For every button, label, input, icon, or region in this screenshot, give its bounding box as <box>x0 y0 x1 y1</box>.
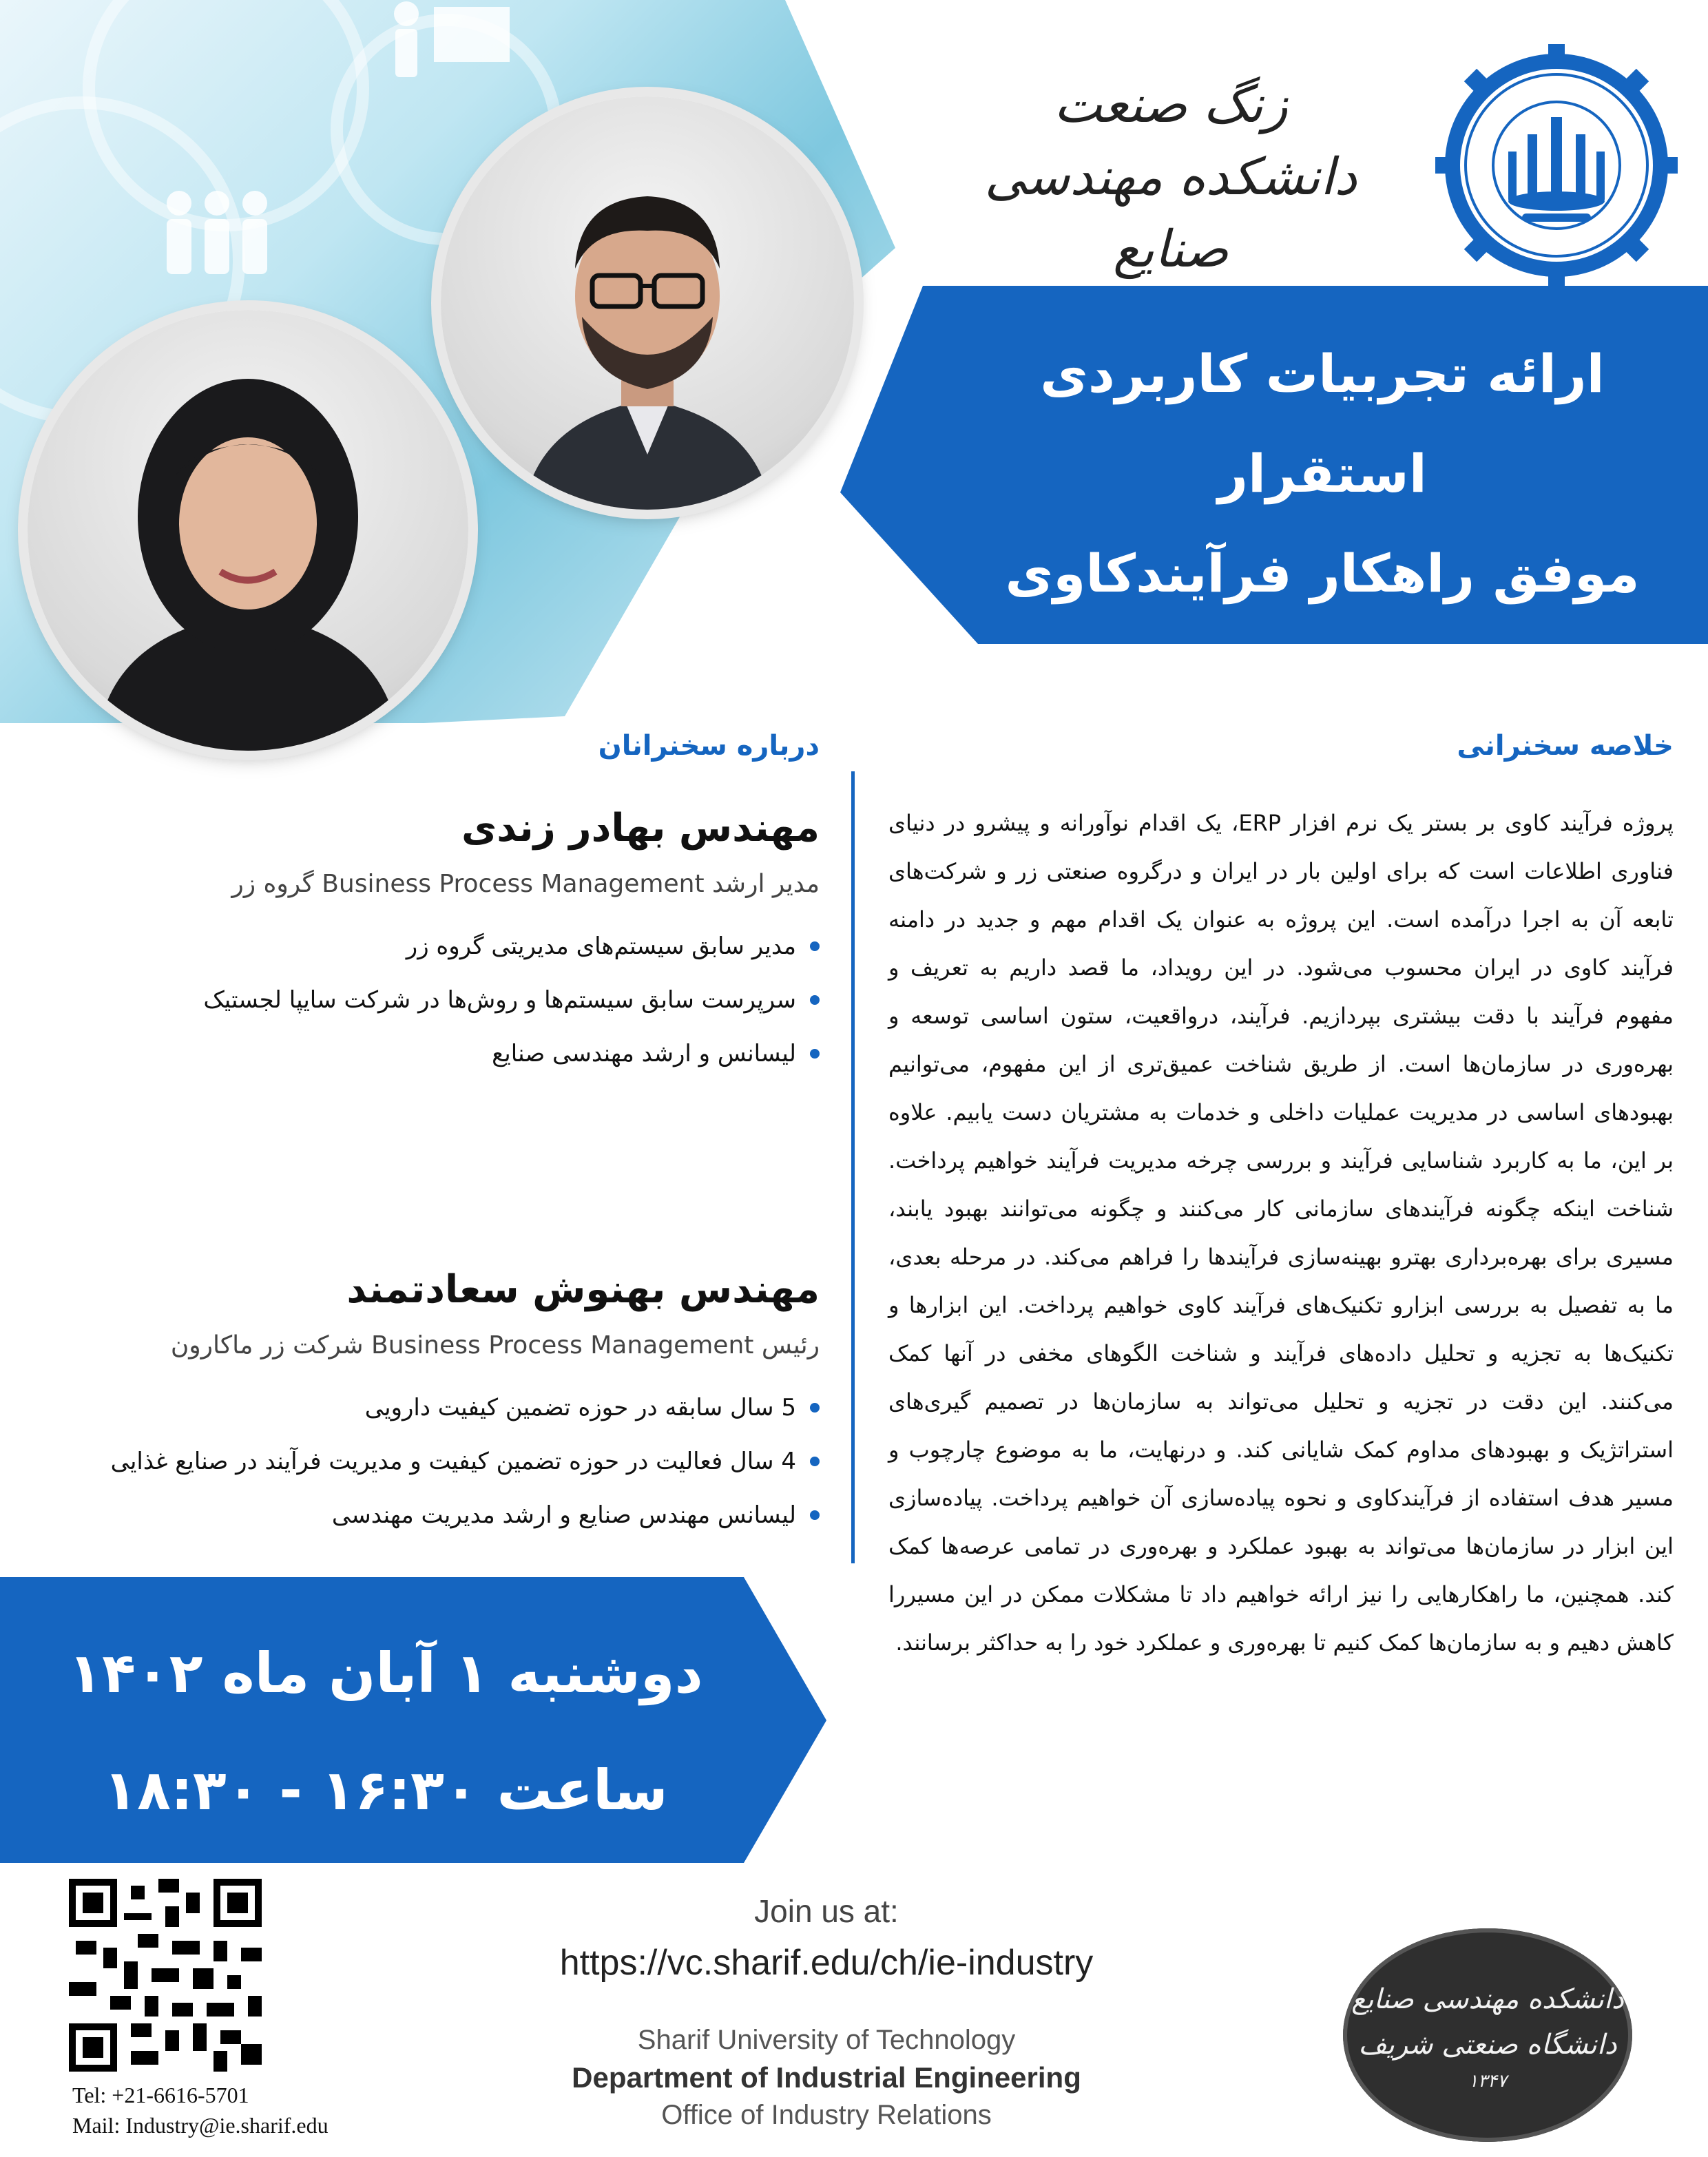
university-name: Sharif University of Technology <box>637 2025 1016 2055</box>
list-item: سرپرست سابق سیستم‌ها و روش‌ها در شرکت سایپا لجستیک <box>41 986 820 1014</box>
contact-mail[interactable]: Mail: Industry@ie.sharif.edu <box>72 2113 329 2138</box>
event-time: ساعت ۱۶:۳۰ - ۱۸:۳۰ <box>103 1758 668 1822</box>
speaker-name: مهندس بهادر زندی <box>461 806 820 851</box>
speakers-heading: درباره سخنرانان <box>598 730 820 762</box>
seal-text: دانشکده مهندسی صنایع دانشگاه صنعتی شریف ۱۳۴۷ <box>1351 1983 1624 2092</box>
bullet-icon <box>810 995 820 1005</box>
speaker-role: مدیر ارشد Business Process Management گروه زر <box>231 870 820 898</box>
sharif-university-logo-icon <box>1433 41 1680 289</box>
speaker-card-1 <box>41 806 820 1094</box>
speaker-name: مهندس بهنوش سعادتمند <box>346 1267 820 1312</box>
avatar <box>441 96 854 510</box>
abstract-text: پروژه فرآیند کاوی بر بستر یک نرم افزار ERP، یک اقدام نوآورانه و پیشرو در دنیای فناوری اطلاعات است که برای اولین بار در ایران و درگروه صنعتی زر و شرکت‌های تابعه آن به اجرا درآمده است. این پروژه به عنوان یک اقدام مهم و جدید در دامنه فرآیند کاوی در ایران محسوب می‌شود. در این رویداد، ما قصد داریم به تعریف و مفهوم فرآیند با دقت بیشتری بپردازیم. فرآیند، درواقعیت، ستون اساسی توسعه و بهره‌وری در سازمان‌ها است. از طریق شناخت عمیق‌تری از این مفهوم، می‌توانیم بهبودهای اساسی در مدیریت عملیات داخلی و خدمات به مشتریان دست یابیم. علاوه بر این، ما به کاربرد شناسایی فرآیند و بررسی چرخه مدیریت فرآیند خواهیم پرداخت. شناخت اینکه چگونه فرآیندهای سازمانی کار می‌کنند و چگونه می‌توانند بهبود یابند، مسیری برای بهره‌برداری بهترو بهینه‌سازی فرآیندها را فراهم می‌کند. در مرحله بعدی، ما به تفصیل به بررسی ابزارو تکنیک‌های فرآیند کاوی خواهیم پرداخت. این ابزارها و تکنیک‌ها به تجزیه و تحلیل داده‌های فرآیند و شناخت الگوهای مخفی در آنها کمک می‌کنند. این دقت در تجزیه و تحلیل می‌تواند به سازمان‌ها در تصمیم گیری‌های استراتژیک و بهبودهای مداوم کمک شایانی کند. و درنهایت، ما به موضوع چارچوب و مسیر هدف استفاده از فرآیندکاوی و نحوه پیاده‌سازی آن خواهیم پرداخت. پیاده‌سازی این ابزار در سازمان‌ها می‌تواند به بهبود عملکرد و بهره‌وری در تمامی عرصه‌ها کمک کند. همچنین، ما راهکارهایی را نیز ارائه خواهیم داد تا مشکلات ممکن در این مسیررا کاهش دهیم و به سازمان‌ها کمک کنیم تا بهره‌وری و عملکرد خود را به حداکثر برسانند. <box>888 810 1674 1656</box>
bullet-icon <box>810 1403 820 1413</box>
footer-center <box>482 1893 1171 2131</box>
department-seal <box>1343 1928 1632 2142</box>
column-divider <box>851 771 855 1563</box>
list-item: 4 سال فعالیت در حوزه تضمین کیفیت و مدیریت فرآیند در صنایع غذایی <box>41 1448 820 1475</box>
bullet-icon <box>810 941 820 951</box>
bullet-icon <box>810 1510 820 1520</box>
contact-info <box>72 2080 329 2140</box>
office-name: Office of Industry Relations <box>661 2100 992 2130</box>
calligraphy-line-2: دانشکده مهندسی صنایع <box>984 147 1357 279</box>
event-title-line-2: موفق راهکار فرآیندکاوی <box>1005 543 1640 604</box>
speaker-photo-behnoosh-saadatmand <box>28 310 468 751</box>
list-item: مدیر سابق سیستم‌های مدیریتی گروه زر <box>41 932 820 960</box>
bullet-icon <box>810 1457 820 1466</box>
list-item: لیسانس و ارشد مهندسی صنایع <box>41 1040 820 1067</box>
avatar <box>28 310 468 751</box>
event-date: دوشنبه ۱ آبان ماه ۱۴۰۲ <box>68 1641 703 1705</box>
bullet-icon <box>810 1049 820 1059</box>
presentation-icon <box>386 0 523 83</box>
team-icon <box>158 186 275 282</box>
speaker-photo-bahador-zandi <box>441 96 854 510</box>
list-item: 5 سال سابقه در حوزه تضمین کیفیت دارویی <box>41 1394 820 1421</box>
abstract-heading: خلاصه سخنرانی <box>1457 730 1674 762</box>
meeting-link[interactable]: https://vc.sharif.edu/ch/ie-industry <box>559 1943 1094 1983</box>
qr-code-icon[interactable] <box>69 1879 262 2072</box>
event-title-line-3: در گروه صنعتی پژوهشی زر <box>1001 643 1643 804</box>
contact-tel: Tel: +21-6616-5701 <box>72 2083 249 2107</box>
event-title-line-1: ارائه تجربیات کاربردی استقرار <box>1040 343 1605 504</box>
department-name: Department of Industrial Engineering <box>572 2061 1081 2094</box>
calligraphy-line-1: زنگ صنعت <box>1054 75 1288 134</box>
speaker-role: رئیس Business Process Management شرکت زر ماکارون <box>170 1331 820 1359</box>
speaker-card-2 <box>41 1267 820 1555</box>
event-datetime <box>28 1615 744 1849</box>
join-label: Join us at: <box>754 1893 899 1929</box>
list-item: لیسانس مهندس صنایع و ارشد مدیریت مهندسی <box>41 1501 820 1529</box>
calligraphy-title <box>978 69 1364 286</box>
